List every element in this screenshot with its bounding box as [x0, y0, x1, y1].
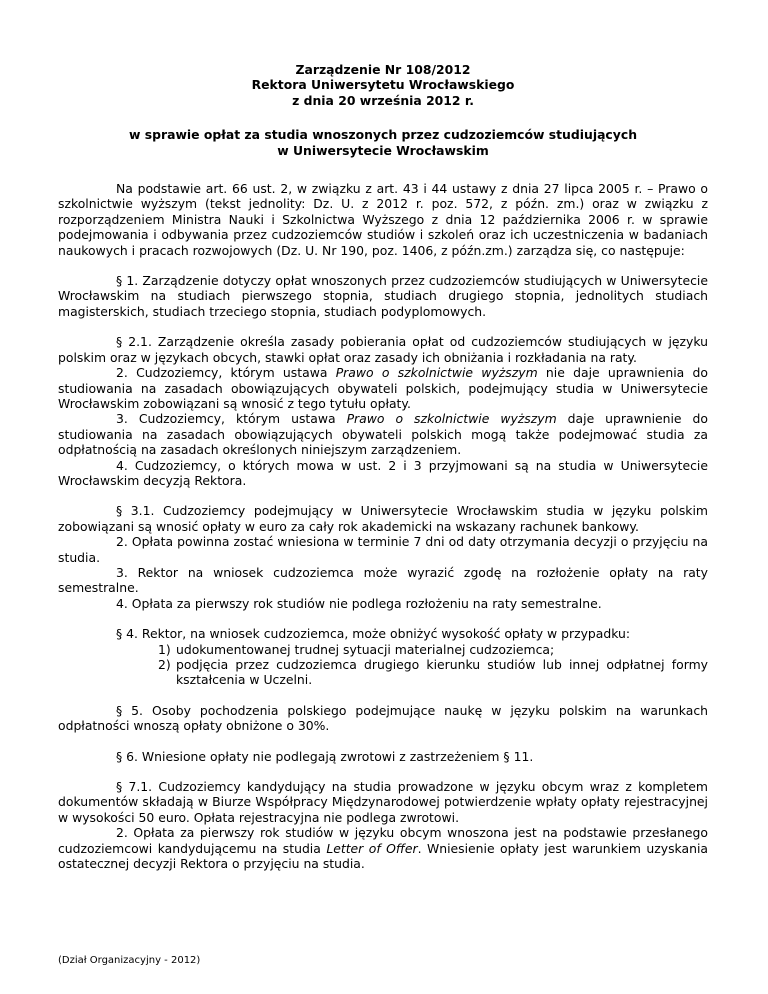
- header-line-3: z dnia 20 września 2012 r.: [292, 92, 474, 108]
- list-item: 1) udokumentowanej trudnej sytuacji materialnej cudzoziemca;: [158, 641, 555, 657]
- document-page: [58, 62, 708, 871]
- section-3-par-3: 3. Rektor na wniosek cudzoziemca może wyrazić zgodę na rozłożenie opłaty na raty semestralne.: [58, 564, 708, 596]
- section-3-par-1: § 3.1. Cudzoziemcy podejmujący w Uniwersytecie Wrocławskim studia w języku polskim zobowiązani są wnosić opłaty w euro za cały rok akademicki na wskazany rachunek bankowy.: [58, 503, 708, 534]
- header-line-2: Rektora Uniwersytetu Wrocławskiego: [251, 77, 515, 93]
- section-3-par-2: 2. Opłata powinna zostać wniesiona w terminie 7 dni od daty otrzymania decyzji o przyjęciu na studia.: [58, 534, 708, 565]
- section-2: [58, 334, 708, 488]
- section-7-par-2: 2. Opłata za pierwszy rok studiów w języku obcym wnoszona jest na podstawie przesłanego cudzoziemcowi kandydującemu na studia Letter of Offer. Wniesienie opłaty jest warunkiem uzyskania ostatecznej decyzji Rektora o przyjęciu na studia.: [58, 825, 708, 872]
- section-4-list: [58, 642, 708, 688]
- preamble: Na podstawie art. 66 ust. 2, w związku z art. 43 i 44 ustawy z dnia 27 lipca 2005 r. – Prawo o szkolnictwie wyższym (tekst jednolity: Dz. U. z 2012 r. poz. 572, z późn. zm.) oraz w związku z rozporządzeniem Ministra Nauki i Szkolnictwa Wyższego z dnia 12 października 2006 r. w sprawie podejmowania i odbywania przez cudzoziemców studiów i szkoleń oraz ich uczestniczenia w badaniach naukowych i pracach rozwojowych (Dz. U. Nr 190, poz. 1406, z późn.zm.) zarządza się, co następuje:: [58, 181, 708, 258]
- section-2-par-4: 4. Cudzoziemcy, o których mowa w ust. 2 i 3 przyjmowani są na studia w Uniwersytecie Wrocławskim decyzją Rektora.: [58, 457, 708, 488]
- list-item: 2) podjęcia przez cudzoziemca drugiego kierunku studiów lub innej odpłatnej formy kształcenia w Uczelni.: [158, 657, 708, 688]
- section-7: [58, 779, 708, 871]
- section-4: [58, 626, 708, 688]
- section-7-par-1: § 7.1. Cudzoziemcy kandydujący na studia prowadzone w języku obcym wraz z kompletem dokumentów składają w Biurze Współpracy Międzynarodowej potwierdzenie wpłaty opłaty rejestracyjnej w wysokości 50 euro. Opłata rejestracyjna nie podlega zwrotowi.: [58, 779, 708, 825]
- section-2-par-2: 2. Cudzoziemcy, którym ustawa Prawo o szkolnictwie wyższym nie daje uprawnienia do studiowania na zasadach obowiązujących obywateli polskich, podejmujący studia w Uniwersytecie Wrocławskim zobowiązani są wnosić z tego tytułu opłaty.: [58, 365, 708, 411]
- document-header: [58, 62, 708, 108]
- section-3-par-4: 4. Opłata za pierwszy rok studiów nie podlega rozłożeniu na raty semestralne.: [116, 595, 602, 611]
- document-subject: [58, 127, 708, 158]
- section-3: [58, 503, 708, 611]
- subject-line-2: w Uniwersytecie Wrocławskim: [277, 142, 489, 158]
- section-2-par-1: § 2.1. Zarządzenie określa zasady pobierania opłat od cudzoziemców studiujących w języku polskim oraz w językach obcych, stawki opłat oraz zasady ich obniżania i rozkładania na raty.: [58, 334, 708, 365]
- header-line-1: Zarządzenie Nr 108/2012: [295, 62, 471, 77]
- section-4-intro: § 4. Rektor, na wniosek cudzoziemca, może obniżyć wysokość opłaty w przypadku:: [116, 626, 631, 642]
- page-footer: (Dział Organizacyjny - 2012): [58, 955, 201, 966]
- subject-line-1: w sprawie opłat za studia wnoszonych przez cudzoziemców studiujących: [128, 127, 638, 143]
- section-5: § 5. Osoby pochodzenia polskiego podejmujące naukę w języku polskim na warunkach odpłatności wnoszą opłaty obniżone o 30%.: [58, 702, 708, 734]
- section-6: § 6. Wniesione opłaty nie podlegają zwrotowi z zastrzeżeniem § 11.: [116, 748, 534, 764]
- section-2-par-3: 3. Cudzoziemcy, którym ustawa Prawo o szkolnictwie wyższym daje uprawnienie do studiowania na zasadach obowiązujących obywateli polskich mogą także podejmować studia za odpłatnością na zasadach określonych niniejszym zarządzeniem.: [58, 411, 708, 458]
- section-1: § 1. Zarządzenie dotyczy opłat wnoszonych przez cudzoziemców studiujących w Uniwersytecie Wrocławskim na studiach pierwszego stopnia, studiach drugiego stopnia, jednolitych studiach magisterskich, studiach trzeciego stopnia, studiach podyplomowych.: [58, 273, 708, 319]
